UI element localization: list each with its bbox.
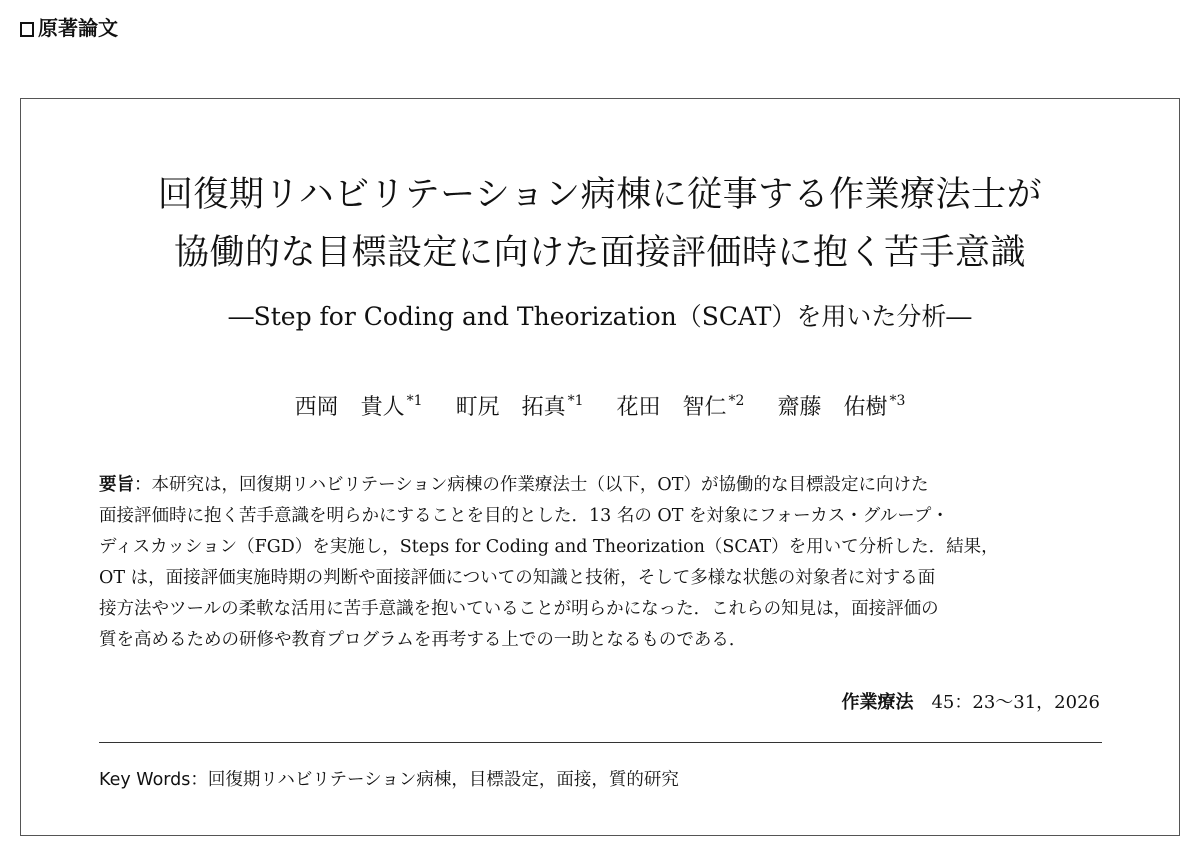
author-name: 西岡 貴人 <box>294 395 405 420</box>
keywords-text: ：回復期リハビリテーション病棟，目標設定，面接，質的研究 <box>190 770 679 790</box>
title-line-2: 協働的な目標設定に向けた面接評価時に抱く苦手意識 <box>173 233 1026 273</box>
abstract <box>99 470 1103 656</box>
author-name: 花田 智仁 <box>616 395 727 420</box>
author-list <box>20 383 1180 426</box>
author-name: 町尻 拓真 <box>455 395 566 420</box>
abstract-line: OT は，面接評価実施時期の判断や面接評価についての知識と技術，そして多様な状態の対象者に対する面 <box>99 568 936 588</box>
abstract-line: 面接評価時に抱く苦手意識を明らかにすることを目的とした．13 名の OT を対象にフォーカス・グループ・ <box>99 506 949 526</box>
author-affiliation-mark: *1 <box>406 393 423 409</box>
abstract-text: ：本研究は，回復期リハビリテーション病棟の作業療法士（以下，OT）が協働的な目標設定に向けた <box>134 475 929 495</box>
author-name: 齋藤 佑樹 <box>777 395 888 420</box>
author-affiliation-mark: *1 <box>567 393 584 409</box>
keywords-heading: Key Words <box>99 770 191 790</box>
subtitle: ―Step for Coding and Theorization（SCAT）を用いた分析― <box>228 302 972 331</box>
author <box>456 383 584 426</box>
author-affiliation-mark: *3 <box>889 393 906 409</box>
abstract-heading: 要旨 <box>99 475 134 495</box>
abstract-line: 接方法やツールの柔軟な活用に苦手意識を抱いていることが明らかになった．これらの知見は，面接評価の <box>99 599 939 619</box>
keywords <box>99 764 679 796</box>
author <box>777 383 905 426</box>
citation-detail: 45：23〜31，2026 <box>931 692 1100 713</box>
title-line-1: 回復期リハビリテーション病棟に従事する作業療法士が <box>157 175 1043 215</box>
author-affiliation-mark: *2 <box>728 393 745 409</box>
abstract-line <box>99 470 1103 501</box>
section-label <box>20 14 118 42</box>
abstract-line: 質を高めるための研修や教育プログラムを再考する上での一助となるものである． <box>99 630 747 650</box>
divider <box>99 742 1102 743</box>
section-label-text: 原著論文 <box>38 16 118 40</box>
checkbox-square-icon <box>20 22 34 37</box>
author <box>295 383 423 426</box>
author <box>617 383 745 426</box>
abstract-line: ディスカッション（FGD）を実施し，Steps for Coding and Theorization（SCAT）を用いて分析した．結果， <box>99 537 999 557</box>
journal-citation <box>841 688 1100 718</box>
journal-name: 作業療法 <box>841 692 914 713</box>
